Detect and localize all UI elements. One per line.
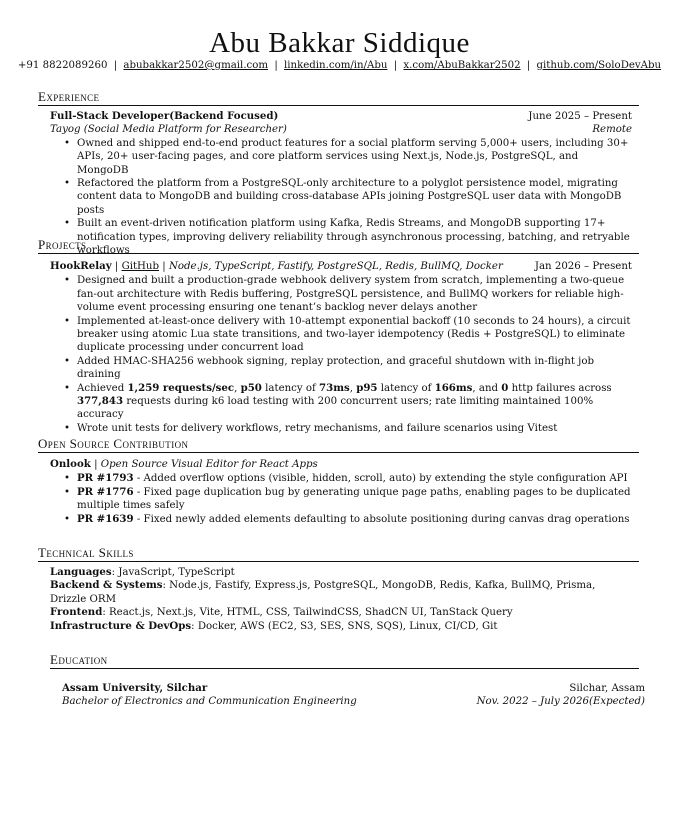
skill-label: Frontend [50, 606, 103, 619]
section-title: Education [50, 652, 639, 669]
contact-line [0, 59, 679, 72]
education-entry [62, 682, 645, 709]
separator: | [526, 60, 531, 71]
opensource-desc: Open Source Visual Editor for React Apps [100, 459, 318, 470]
project-github-link[interactable]: GitHub [121, 261, 160, 272]
separator: | [94, 459, 98, 470]
resume-name: Abu Bakkar Siddique [209, 27, 470, 59]
education-section [50, 652, 645, 709]
section-title: Experience [38, 89, 639, 106]
skill-label: Languages [50, 566, 112, 578]
separator: | [113, 60, 118, 71]
separator: | [393, 60, 398, 71]
skill-label: Backend & Systems [50, 579, 163, 592]
project-stack: Node.js, TypeScript, Fastify, PostgreSQL, Redis, BullMQ, Docker [168, 261, 503, 272]
experience-header [50, 110, 632, 123]
skill-label: Infrastructure & DevOps [50, 619, 192, 632]
skill-row: Languages: JavaScript, TypeScript [50, 566, 235, 578]
pr-link: PR #1776 [77, 485, 134, 498]
experience-section [38, 89, 639, 257]
separator: | [162, 261, 166, 272]
job-dates: June 2025 – Present [528, 111, 632, 122]
section-title: Technical Skills [38, 545, 639, 562]
list-item: • Refactored the platform from a PostgreSQL-only architecture to a polyglot persistence model, migrating content data to MongoDB and building cross-database APIs joining PostgreSQL user data with MongoDB posts [77, 177, 632, 217]
list-item: • PR #1793 - Added overflow options (visible, hidden, scroll, auto) by extending the style configuration API [77, 472, 632, 485]
email-link[interactable]: abubakkar2502@gmail.com [123, 60, 269, 71]
school-location: Silchar, Assam [569, 683, 645, 694]
separator: | [114, 261, 119, 272]
list-item: • Achieved 1,259 requests/sec, p50 latency of 73ms, p95 latency of 166ms, and 0 http failures across 377,843 requests during k6 load testing with 200 concurrent users; rate limiting maintained 100% accuracy [77, 382, 632, 422]
stat-p50-value: 73ms [319, 381, 350, 394]
separator: | [274, 60, 278, 71]
opensource-bullets [50, 472, 632, 526]
project-header [50, 260, 632, 273]
stat-failures: 0 [501, 381, 509, 394]
opensource-header [50, 458, 632, 471]
experience-subheader [50, 123, 632, 136]
project-entry [50, 260, 632, 435]
pr-link: PR #1639 [77, 512, 134, 525]
skill-row: Backend & Systems: Node.js, Fastify, Express.js, PostgreSQL, MongoDB, Redis, Kafka, BullMQ, Prisma, Drizzle ORM [50, 579, 596, 605]
education-dates: Nov. 2022 – July 2026(Expected) [476, 696, 645, 708]
job-role: Full-Stack Developer(Backend Focused) [50, 110, 279, 122]
school: Assam University, Silchar [62, 682, 208, 694]
skills-section [38, 545, 639, 633]
project-bullets [50, 274, 632, 435]
skill-row: Frontend: React.js, Next.js, Vite, HTML, CSS, TailwindCSS, ShadCN UI, TanStack Query [50, 606, 513, 619]
section-title: Open Source Contribution [38, 436, 639, 453]
list-item: • Wrote unit tests for delivery workflows, retry mechanisms, and failure scenarios using Vitest [77, 422, 632, 435]
education-header [62, 682, 645, 695]
pr-link: PR #1793 [77, 472, 134, 485]
stat-p95-label: p95 [356, 381, 378, 394]
linkedin-link[interactable]: linkedin.com/in/Abu [284, 60, 388, 71]
list-item: • PR #1776 - Fixed page duplication bug by generating unique page paths, enabling pages to be duplicated multiple times safely [77, 486, 632, 513]
stat-p50-label: p50 [240, 381, 262, 394]
stat-p95-value: 166ms [434, 381, 473, 394]
opensource-section [38, 436, 639, 526]
project-name: HookRelay [50, 260, 112, 272]
list-item: • Built an event-driven notification platform using Kafka, Redis Streams, and MongoDB supporting 17+ notification types, improving delivery reliability through asynchronous processing, batching, and retryable workflows [77, 217, 632, 257]
project-dates: Jan 2026 – Present [534, 261, 632, 272]
list-item: • Implemented at-least-once delivery with 10-attempt exponential backoff (10 seconds to 24 hours), a circuit breaker using atomic Lua state transitions, and two-layer idempotency (Redis + PostgreSQL) to eliminate duplicate processing under concurrent load [77, 315, 632, 355]
company: Tayog (Social Media Platform for Researcher) [50, 124, 287, 136]
x-link[interactable]: x.com/AbuBakkar2502 [403, 60, 521, 71]
list-item: • PR #1639 - Fixed newly added elements defaulting to absolute positioning during canvas drag operations [77, 513, 632, 526]
experience-entry [50, 110, 632, 257]
list-item: • Designed and built a production-grade webhook delivery system from scratch, implementing a two-queue fan-out architecture with Redis buffering, PostgreSQL persistence, and BullMQ workers for reliable high-volume event processing ensuring one tenant’s backlog never delays another [77, 274, 632, 314]
phone: +91 8822089260 [17, 60, 108, 71]
list-item: • Added HMAC-SHA256 webhook signing, replay protection, and graceful shutdown with in-flight job draining [77, 355, 632, 382]
list-item: • Owned and shipped end-to-end product features for a social platform serving 5,000+ users, including 30+ APIs, 20+ user-facing pages, and core platform services using Next.js, Node.js, PostgreSQL, and MongoDB [77, 137, 632, 177]
stat-total: 377,843 [77, 395, 124, 408]
degree: Bachelor of Electronics and Communication Engineering [62, 696, 357, 708]
opensource-entry [50, 458, 632, 526]
opensource-project: Onlook [50, 458, 91, 470]
stat-rps: 1,259 requests/sec [127, 381, 235, 394]
github-link[interactable]: github.com/SoloDevAbu [536, 60, 662, 71]
skills-list [50, 566, 632, 633]
section-title: Projects [38, 237, 639, 254]
job-location: Remote [592, 124, 632, 136]
education-subheader [62, 695, 645, 708]
projects-section [38, 237, 639, 435]
skill-row: Infrastructure & DevOps: Docker, AWS (EC2, S3, SES, SNS, SQS), Linux, CI/CD, Git [50, 619, 498, 632]
